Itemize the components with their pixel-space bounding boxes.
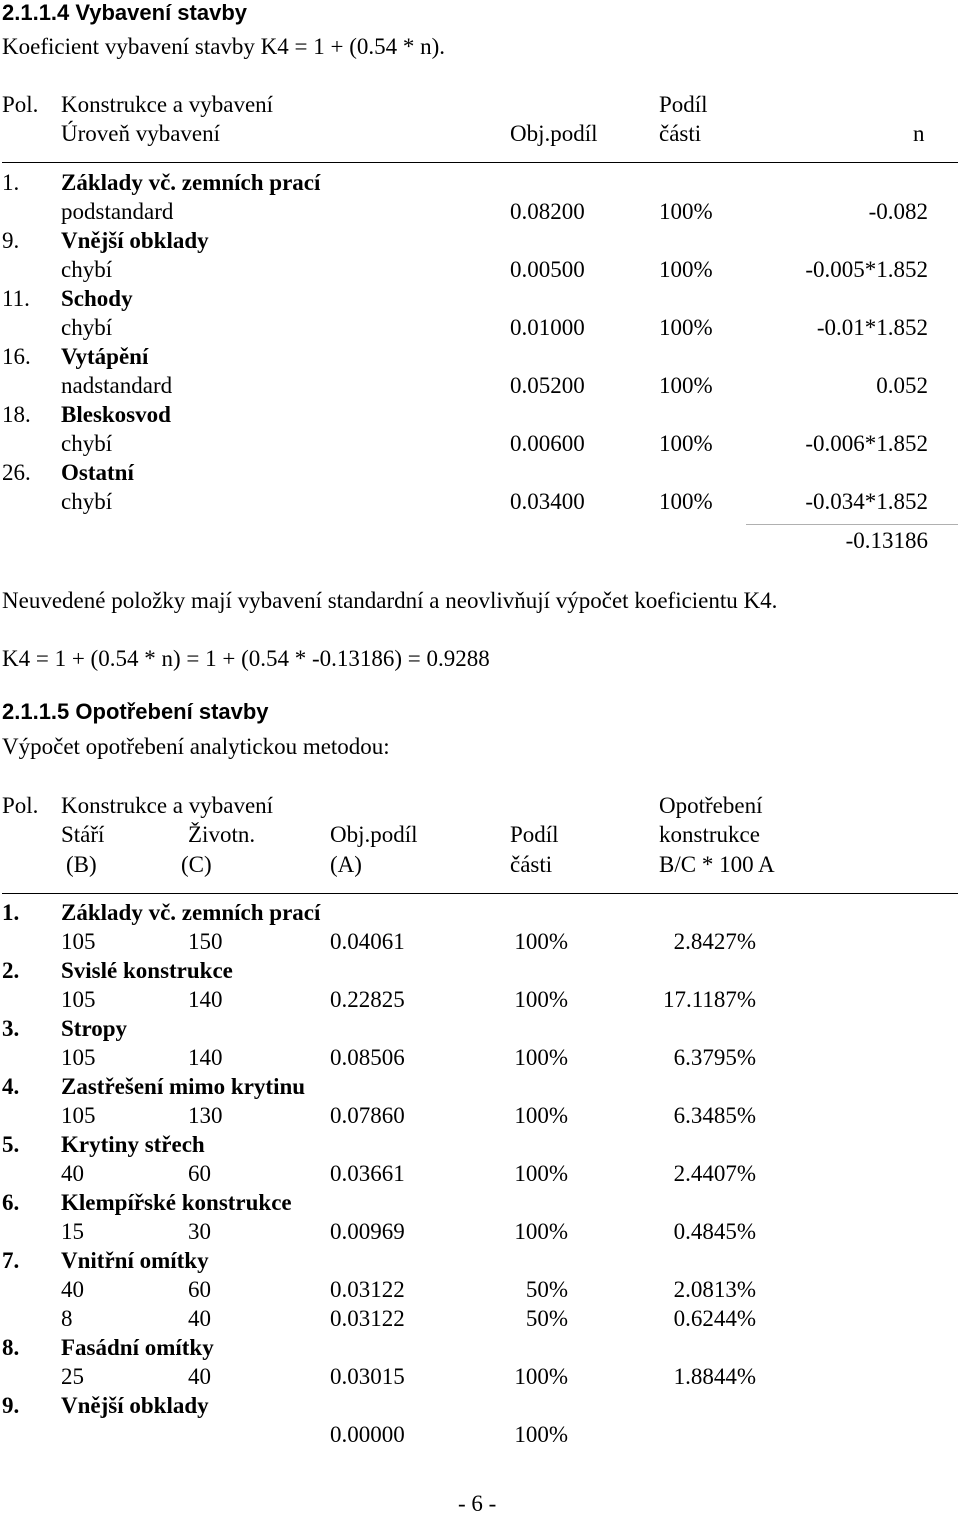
row-opotrebeni: 1.8844% — [673, 1364, 756, 1389]
item-level: nadstandard — [61, 373, 173, 398]
item-pol: 1. — [2, 170, 20, 195]
row-podil: 100% — [514, 1422, 568, 1447]
header-n: n — [913, 121, 925, 146]
item-n: 0.052 — [876, 373, 928, 398]
row-objpodil: 0.03122 — [330, 1277, 405, 1302]
item-objpodil: 0.03400 — [510, 489, 585, 514]
header-uroven: Úroveň vybavení — [61, 121, 221, 146]
row-zivotn: 140 — [188, 987, 223, 1012]
item-n: -0.006*1.852 — [805, 431, 928, 456]
group-name: Zastřešení mimo krytinu — [61, 1074, 306, 1099]
header-b: (B) — [66, 852, 97, 877]
group-pol: 5. — [2, 1132, 20, 1157]
group-name: Krytiny střech — [61, 1132, 205, 1157]
group-pol: 2. — [2, 958, 20, 983]
row-opotrebeni: 2.4407% — [673, 1161, 756, 1186]
item-podil: 100% — [659, 199, 713, 224]
row-objpodil: 0.00000 — [330, 1422, 405, 1447]
item-podil: 100% — [659, 489, 713, 514]
row-objpodil: 0.00969 — [330, 1219, 405, 1244]
header-casti-b: části — [510, 852, 553, 877]
row-stari: 105 — [61, 1045, 96, 1070]
item-n: -0.034*1.852 — [805, 489, 928, 514]
header-rule-b — [2, 893, 958, 894]
row-stari: 105 — [61, 987, 96, 1012]
item-pol: 16. — [2, 344, 31, 369]
item-name: Vnější obklady — [61, 228, 209, 253]
row-podil: 100% — [514, 1219, 568, 1244]
item-objpodil: 0.00600 — [510, 431, 585, 456]
row-objpodil: 0.08506 — [330, 1045, 405, 1070]
page-number: - 6 - — [458, 1491, 497, 1516]
row-stari: 25 — [61, 1364, 84, 1389]
row-objpodil: 0.03122 — [330, 1306, 405, 1331]
header-formula: B/C * 100 A — [659, 852, 775, 877]
group-name: Stropy — [61, 1016, 128, 1041]
item-podil: 100% — [659, 373, 713, 398]
row-podil: 100% — [514, 1103, 568, 1128]
row-objpodil: 0.03015 — [330, 1364, 405, 1389]
row-podil: 100% — [514, 987, 568, 1012]
row-podil: 100% — [514, 929, 568, 954]
group-name: Klempířské konstrukce — [61, 1190, 292, 1215]
group-pol: 9. — [2, 1393, 20, 1418]
k4-result: K4 = 1 + (0.54 * n) = 1 + (0.54 * -0.13186) = 0.9288 — [2, 646, 490, 671]
row-opotrebeni: 6.3485% — [673, 1103, 756, 1128]
group-pol: 3. — [2, 1016, 20, 1041]
item-objpodil: 0.01000 — [510, 315, 585, 340]
group-name: Základy vč. zemních prací — [61, 900, 321, 925]
header-objpodil: Obj.podíl — [510, 121, 598, 146]
row-opotrebeni: 17.1187% — [662, 987, 756, 1012]
header-casti: části — [659, 121, 702, 146]
header-c: (C) — [181, 852, 212, 877]
header-pol-b: Pol. — [2, 793, 39, 818]
sum-rule — [746, 524, 958, 525]
group-pol: 1. — [2, 900, 20, 925]
row-zivotn: 150 — [188, 929, 223, 954]
row-opotrebeni: 0.6244% — [673, 1306, 756, 1331]
row-podil: 50% — [525, 1306, 568, 1331]
row-objpodil: 0.07860 — [330, 1103, 405, 1128]
row-podil: 100% — [514, 1045, 568, 1070]
item-objpodil: 0.00500 — [510, 257, 585, 282]
group-pol: 7. — [2, 1248, 20, 1273]
item-n: -0.082 — [868, 199, 928, 224]
item-n: -0.005*1.852 — [805, 257, 928, 282]
row-stari: 105 — [61, 1103, 96, 1128]
section-heading-opotrebeni: 2.1.1.5 Opotřebení stavby — [2, 699, 269, 724]
row-opotrebeni: 6.3795% — [673, 1045, 756, 1070]
header-konstrukce: Konstrukce a vybavení — [61, 92, 274, 117]
row-opotrebeni: 0.4845% — [673, 1219, 756, 1244]
item-name: Základy vč. zemních prací — [61, 170, 321, 195]
n-total: -0.13186 — [845, 528, 928, 553]
row-stari: 105 — [61, 929, 96, 954]
item-objpodil: 0.08200 — [510, 199, 585, 224]
row-objpodil: 0.04061 — [330, 929, 405, 954]
item-level: chybí — [61, 489, 113, 514]
item-podil: 100% — [659, 431, 713, 456]
row-opotrebeni: 2.8427% — [673, 929, 756, 954]
group-name: Fasádní omítky — [61, 1335, 214, 1360]
header-opotrebeni: Opotřebení — [659, 793, 763, 818]
row-zivotn: 40 — [188, 1364, 211, 1389]
header-konstrukce-b: Konstrukce a vybavení — [61, 793, 274, 818]
group-name: Vnější obklady — [61, 1393, 209, 1418]
group-pol: 4. — [2, 1074, 20, 1099]
item-pol: 11. — [2, 286, 30, 311]
row-podil: 100% — [514, 1161, 568, 1186]
group-pol: 6. — [2, 1190, 20, 1215]
note-text: Neuvedené položky mají vybavení standardní a neovlivňují výpočet koeficientu K4. — [2, 588, 778, 613]
item-level: podstandard — [61, 199, 174, 224]
row-podil: 100% — [514, 1364, 568, 1389]
row-stari: 15 — [61, 1219, 84, 1244]
row-stari: 40 — [61, 1161, 84, 1186]
item-name: Ostatní — [61, 460, 134, 485]
header-pol: Pol. — [2, 92, 39, 117]
header-podil-b: Podíl — [510, 822, 559, 847]
row-stari: 40 — [61, 1277, 84, 1302]
row-objpodil: 0.03661 — [330, 1161, 405, 1186]
item-name: Bleskosvod — [61, 402, 171, 427]
header-objpodil-b: Obj.podíl — [330, 822, 418, 847]
item-level: chybí — [61, 257, 113, 282]
row-podil: 50% — [525, 1277, 568, 1302]
row-zivotn: 60 — [188, 1161, 211, 1186]
item-podil: 100% — [659, 257, 713, 282]
row-zivotn: 130 — [188, 1103, 223, 1128]
row-zivotn: 40 — [188, 1306, 211, 1331]
item-pol: 26. — [2, 460, 31, 485]
header-rule — [2, 162, 958, 163]
row-objpodil: 0.22825 — [330, 987, 405, 1012]
item-name: Vytápění — [61, 344, 149, 369]
row-opotrebeni: 2.0813% — [673, 1277, 756, 1302]
item-n: -0.01*1.852 — [816, 315, 928, 340]
intro-text: Výpočet opotřebení analytickou metodou: — [2, 734, 390, 759]
item-podil: 100% — [659, 315, 713, 340]
header-stari: Stáří — [61, 822, 105, 847]
item-pol: 9. — [2, 228, 20, 253]
item-objpodil: 0.05200 — [510, 373, 585, 398]
k4-formula-text: Koeficient vybavení stavby K4 = 1 + (0.54 * n). — [2, 34, 446, 59]
row-zivotn: 140 — [188, 1045, 223, 1070]
section-heading-vybaveni: 2.1.1.4 Vybavení stavby — [2, 0, 247, 25]
header-a: (A) — [330, 852, 362, 877]
header-podil: Podíl — [659, 92, 708, 117]
row-zivotn: 30 — [188, 1219, 211, 1244]
group-pol: 8. — [2, 1335, 20, 1360]
header-konstrukce2: konstrukce — [659, 822, 760, 847]
row-stari: 8 — [61, 1306, 73, 1331]
item-name: Schody — [61, 286, 133, 311]
group-name: Vnitřní omítky — [61, 1248, 209, 1273]
item-level: chybí — [61, 315, 113, 340]
header-zivotn: Životn. — [188, 822, 256, 847]
item-level: chybí — [61, 431, 113, 456]
item-pol: 18. — [2, 402, 31, 427]
group-name: Svislé konstrukce — [61, 958, 233, 983]
row-zivotn: 60 — [188, 1277, 211, 1302]
